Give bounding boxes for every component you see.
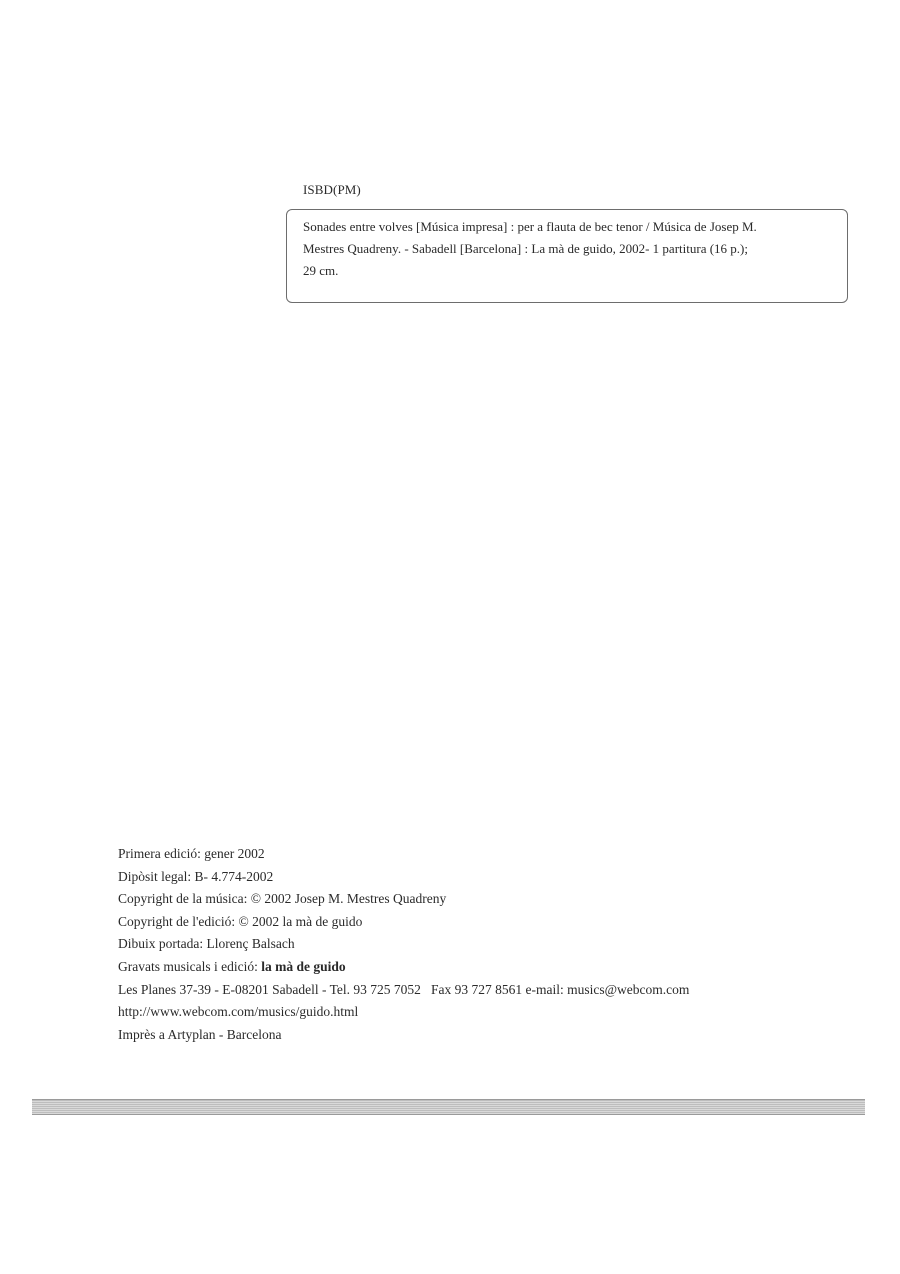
- cover-drawing-credit: Dibuix portada: Llorenç Balsach: [118, 936, 295, 952]
- catalog-record-line: 29 cm.: [303, 263, 339, 278]
- engraving-prefix: Gravats musicals i edició:: [118, 958, 262, 974]
- catalog-record-line: Sonades entre volves [Música impresa] : per a flauta de bec tenor / Música de Josep M.: [303, 219, 757, 234]
- publisher-website: http://www.webcom.com/musics/guido.html: [118, 1004, 359, 1020]
- printer-credit: Imprès a Artyplan - Barcelona: [118, 1026, 282, 1042]
- catalog-record-line: Mestres Quadreny. - Sabadell [Barcelona] : La mà de guido, 2002- 1 partitura (16 p.);: [303, 241, 748, 256]
- legal-deposit: Dipòsit legal: B- 4.774-2002: [118, 868, 274, 884]
- publisher-address: Les Planes 37-39 - E-08201 Sabadell - Tel. 93 725 7052 Fax 93 727 8561 e-mail: musics@webcom.com: [118, 981, 690, 997]
- engraving-credit: [118, 956, 689, 979]
- isbd-label: ISBD(PM): [303, 182, 361, 197]
- catalog-record-box: [286, 209, 848, 303]
- footer-rule: [32, 1099, 865, 1115]
- first-edition: Primera edició: gener 2002: [118, 846, 265, 861]
- copyright-edition: Copyright de l'edició: © 2002 la mà de guido: [118, 913, 363, 929]
- publisher-name: la mà de guido: [261, 958, 346, 974]
- copyright-music: Copyright de la música: © 2002 Josep M. Mestres Quadreny: [118, 891, 447, 907]
- imprint-block: [118, 843, 689, 1046]
